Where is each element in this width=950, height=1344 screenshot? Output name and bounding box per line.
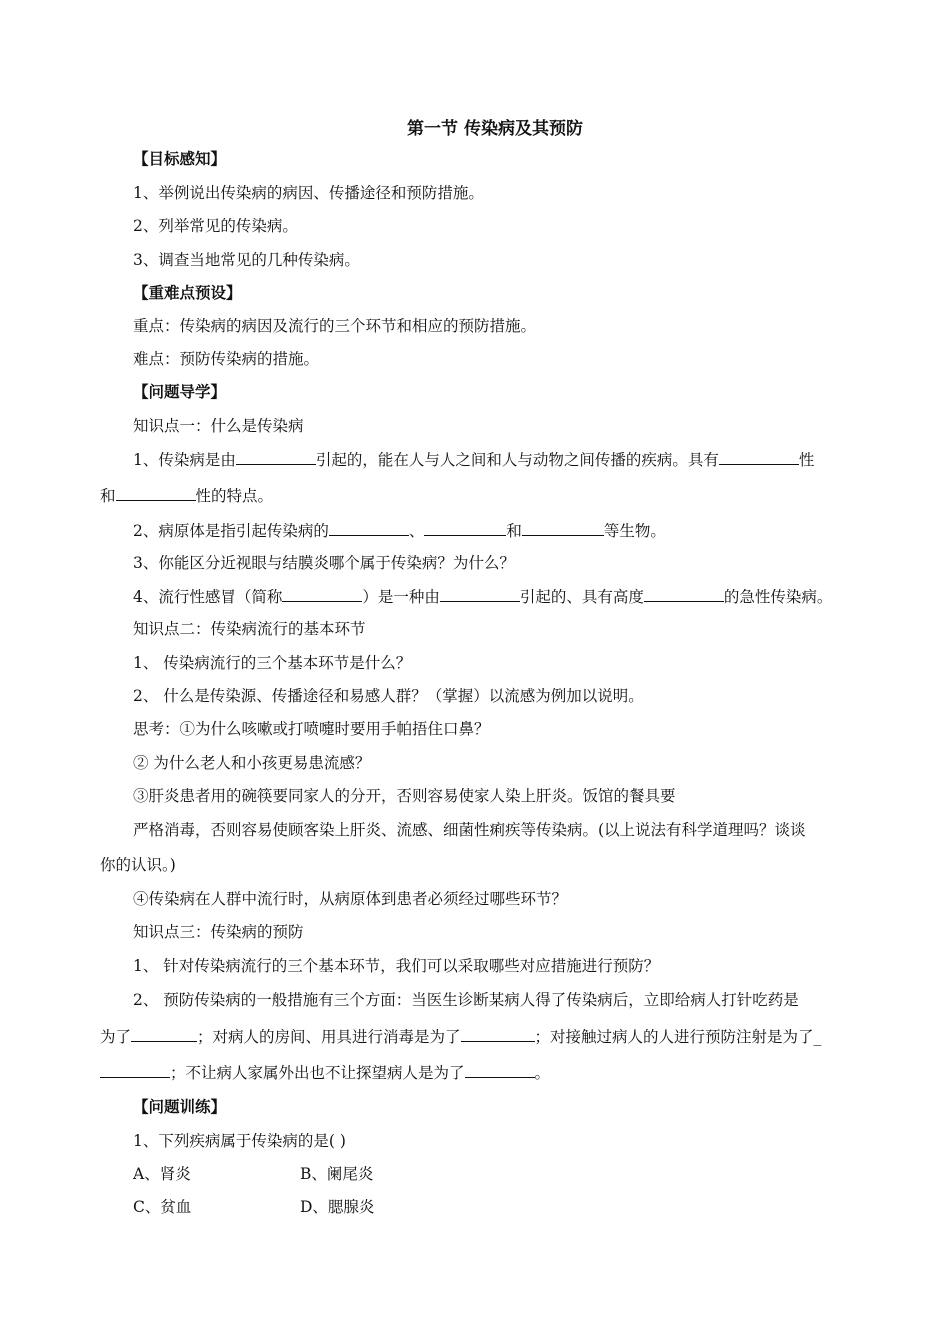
option-d[interactable]: D、腮腺炎 [300, 1198, 375, 1216]
fill-blank[interactable] [644, 586, 724, 602]
fill-blank[interactable] [424, 520, 506, 536]
fill-blank[interactable] [236, 449, 316, 465]
k3-question-2-cont: 为了 ；对病人的房间、用具进行消毒是为了 ；对接触过病人的人进行预防注射是为了_ [100, 1028, 822, 1046]
think-question-3-cont2: 你的认识。) [100, 856, 176, 874]
keypoints-heading: 【重难点预设】 [133, 284, 242, 302]
key-point-text: 重点：传染病的病因及流行的三个环节和相应的预防措施。 [133, 317, 537, 335]
k2-question-2: 2、 什么是传染源、传播途径和易感人群？（掌握）以流感为例加以说明。 [133, 687, 644, 705]
knowledge-point-1-title: 知识点一：什么是传染病 [133, 417, 304, 435]
k1-question-2: 2、病原体是指引起传染病的 、 和 等生物。 [133, 522, 666, 540]
think-question-2: ② 为什么老人和小孩更易患流感？ [133, 754, 371, 772]
fill-blank[interactable] [461, 1026, 535, 1042]
goal-item-2: 2、列举常见的传染病。 [133, 217, 298, 235]
practice-heading: 【问题训练】 [133, 1098, 227, 1116]
k3-question-1: 1、 针对传染病流行的三个基本环节，我们可以采取哪些对应措施进行预防？ [133, 957, 660, 975]
fill-blank[interactable] [719, 449, 799, 465]
fill-blank[interactable] [100, 1062, 170, 1078]
think-question-4: ④传染病在人群中流行时，从病原体到患者必须经过哪些环节？ [133, 890, 568, 908]
goals-heading: 【目标感知】 [133, 150, 227, 168]
fill-blank[interactable] [131, 1026, 197, 1042]
fill-blank[interactable] [465, 1062, 535, 1078]
think-question-3: ③肝炎患者用的碗筷要同家人的分开，否则容易使家人染上肝炎。饭馆的餐具要 [133, 787, 676, 805]
fill-blank[interactable] [329, 520, 409, 536]
fill-blank[interactable] [282, 586, 362, 602]
k1-question-1: 1、传染病是由 引起的，能在人与人之间和人与动物之间传播的疾病。具有 性 [133, 451, 815, 469]
think-question-3-cont: 严格消毒，否则容易使顾客染上肝炎、流感、细菌性痢疾等传染病。(以上说法有科学道理吗？谈谈 [133, 821, 806, 839]
k3-question-2: 2、 预防传染病的一般措施有三个方面：当医生诊断某病人得了传染病后，立即给病人打针吃药是 [133, 991, 799, 1009]
option-b[interactable]: B、阑尾炎 [300, 1165, 374, 1183]
fill-blank[interactable] [440, 586, 520, 602]
knowledge-point-2-title: 知识点二：传染病流行的基本环节 [133, 620, 366, 638]
goal-item-3: 3、调查当地常见的几种传染病。 [133, 251, 360, 269]
k1-question-4: 4、流行性感冒（简称 ）是一种由 引起的、具有高度 的急性传染病。 [133, 588, 833, 606]
knowledge-point-3-title: 知识点三：传染病的预防 [133, 923, 304, 941]
option-c[interactable]: C、贫血 [133, 1198, 192, 1216]
goal-item-1: 1、举例说出传染病的病因、传播途径和预防措施。 [133, 184, 484, 202]
option-a[interactable]: A、肾炎 [133, 1165, 191, 1183]
fill-blank[interactable] [116, 485, 196, 501]
fill-blank[interactable] [522, 520, 604, 536]
k1-question-3: 3、你能区分近视眼与结膜炎哪个属于传染病？为什么？ [133, 554, 515, 572]
k2-question-1: 1、 传染病流行的三个基本环节是什么？ [133, 654, 412, 672]
think-question-1: 思考：①为什么咳嗽或打喷嚏时要用手帕捂住口鼻？ [133, 720, 490, 738]
guide-heading: 【问题导学】 [133, 383, 227, 401]
page-title: 第一节 传染病及其预防 [407, 119, 583, 139]
k3-question-2-cont2: ；不让病人家属外出也不让探望病人是为了 。 [100, 1062, 550, 1083]
practice-question-1: 1、下列疾病属于传染病的是( ) [133, 1132, 346, 1150]
k1-question-1-cont: 和 性的特点。 [100, 487, 274, 505]
difficult-point-text: 难点：预防传染病的措施。 [133, 350, 320, 368]
